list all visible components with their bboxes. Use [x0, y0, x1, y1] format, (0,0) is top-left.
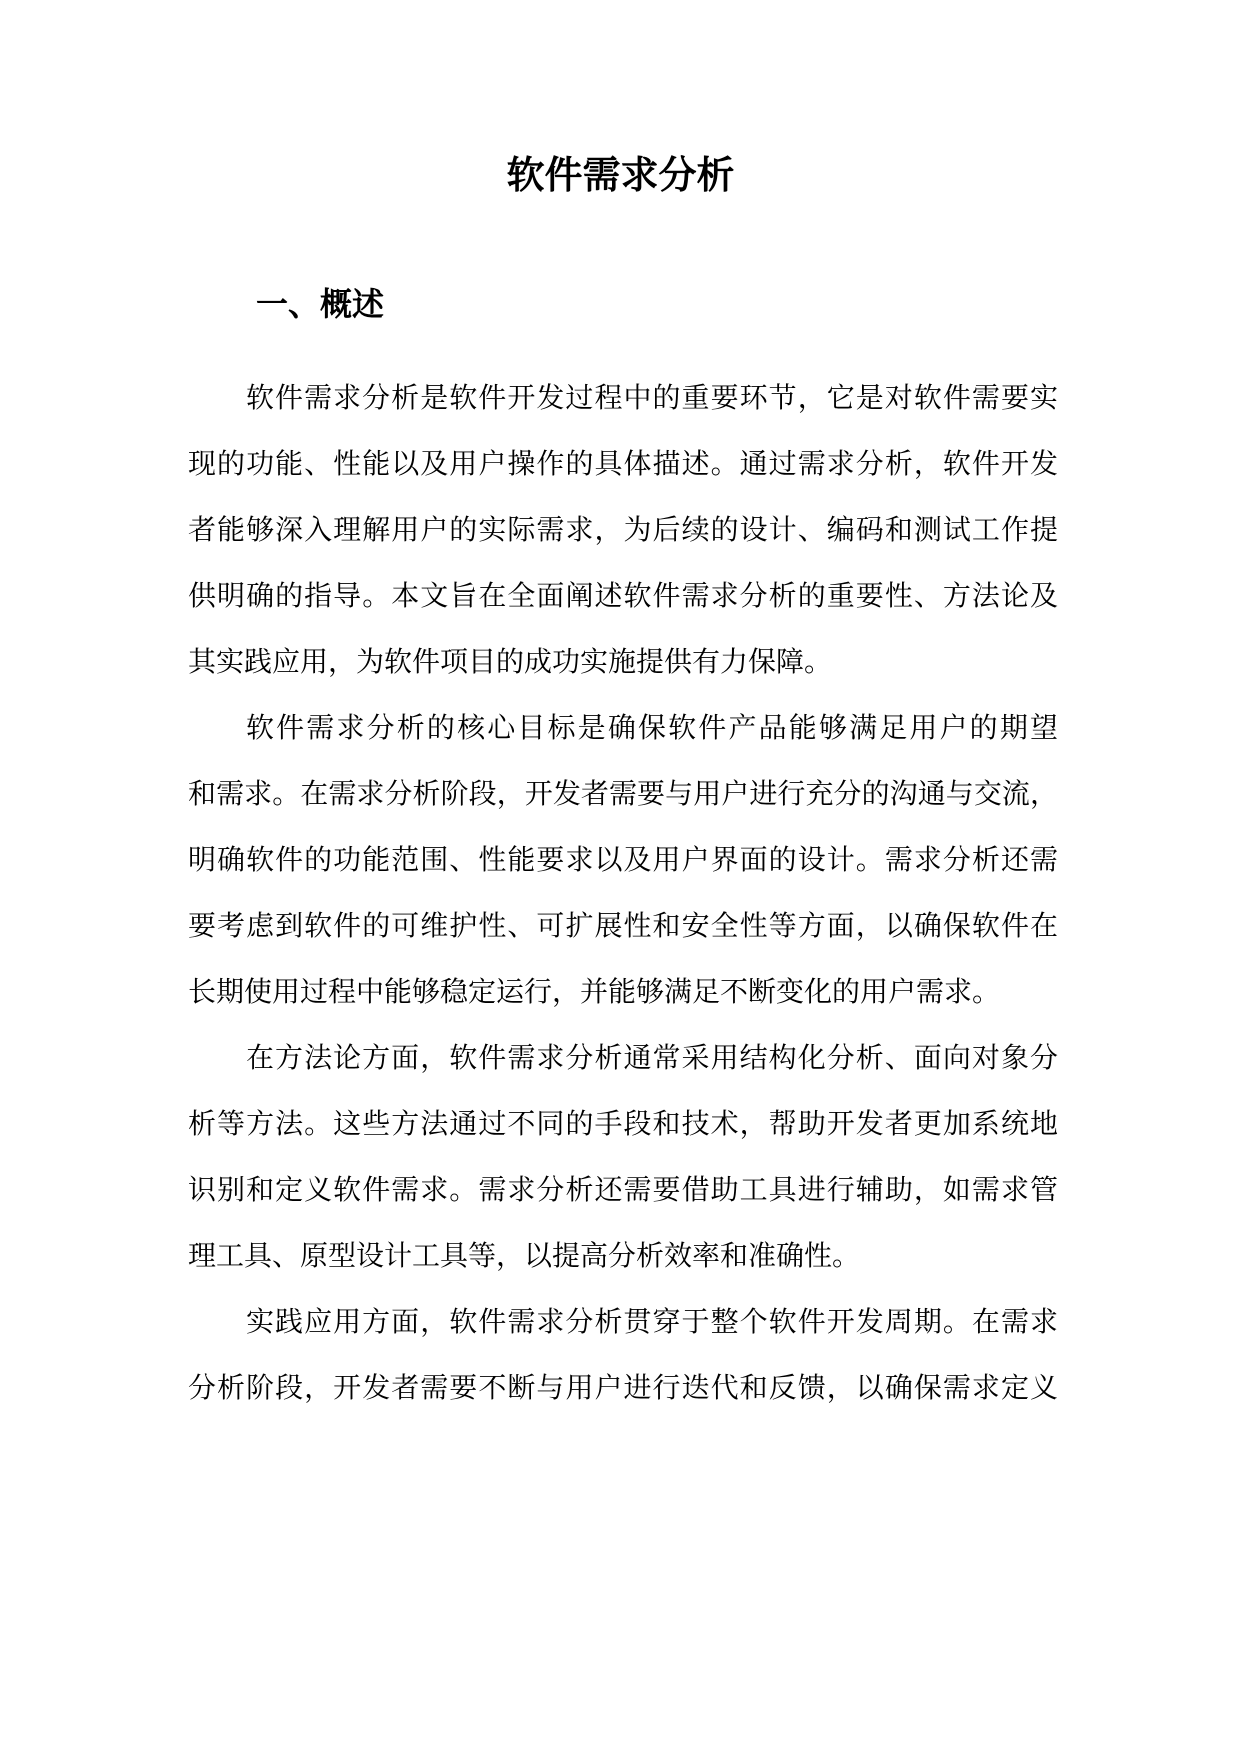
paragraph-line: 识别和定义软件需求。需求分析还需要借助工具进行辅助，如需求管 [188, 1173, 1058, 1206]
document-title: 软件需求分析 [506, 153, 735, 197]
paragraph-line: 明确软件的功能范围、性能要求以及用户界面的设计。需求分析还需 [188, 843, 1058, 876]
paragraph-line: 者能够深入理解用户的实际需求，为后续的设计、编码和测试工作提 [188, 513, 1058, 546]
paragraph-line: 实践应用方面，软件需求分析贯穿于整个软件开发周期。在需求 [246, 1305, 1058, 1338]
paragraph-1 [188, 365, 1058, 695]
paragraph-line: 在方法论方面，软件需求分析通常采用结构化分析、面向对象分 [246, 1041, 1058, 1074]
paragraph-line: 理工具、原型设计工具等，以提高分析效率和准确性。 [188, 1239, 861, 1272]
paragraph-4 [188, 1289, 1058, 1421]
paragraph-line: 供明确的指导。本文旨在全面阐述软件需求分析的重要性、方法论及 [188, 579, 1058, 612]
paragraph-line: 分析阶段，开发者需要不断与用户进行迭代和反馈，以确保需求定义 [188, 1371, 1058, 1404]
document-body [188, 365, 1058, 1421]
paragraph-line: 其实践应用，为软件项目的成功实施提供有力保障。 [188, 645, 833, 678]
paragraph-line: 长期使用过程中能够稳定运行，并能够满足不断变化的用户需求。 [188, 975, 1001, 1008]
paragraph-line: 析等方法。这些方法通过不同的手段和技术，帮助开发者更加系统地 [188, 1107, 1058, 1140]
paragraph-line: 软件需求分析是软件开发过程中的重要环节，它是对软件需要实 [246, 381, 1058, 414]
paragraph-line: 要考虑到软件的可维护性、可扩展性和安全性等方面，以确保软件在 [188, 909, 1058, 942]
paragraph-3 [188, 1025, 1058, 1289]
paragraph-line: 现的功能、性能以及用户操作的具体描述。通过需求分析，软件开发 [188, 447, 1058, 480]
section-heading-overview: 一、概述 [256, 285, 385, 323]
paragraph-2 [188, 695, 1058, 1025]
paragraph-line: 和需求。在需求分析阶段，开发者需要与用户进行充分的沟通与交流， [188, 777, 1058, 810]
paragraph-line: 软件需求分析的核心目标是确保软件产品能够满足用户的期望 [246, 711, 1058, 744]
